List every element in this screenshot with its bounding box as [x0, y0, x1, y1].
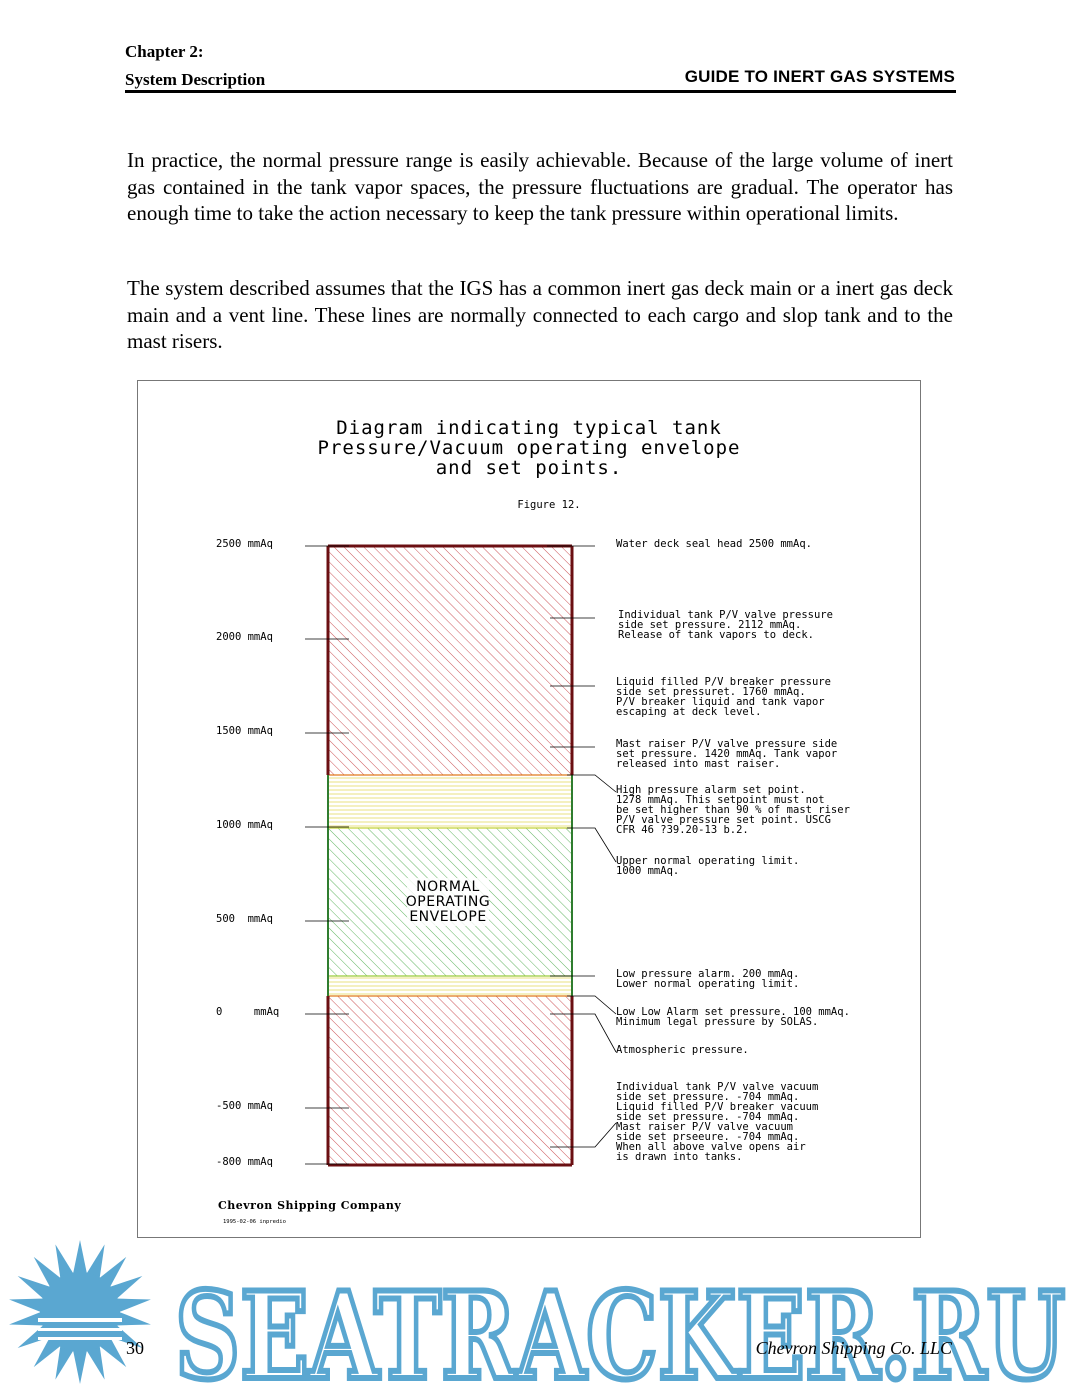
pressure-relief-zone [328, 546, 572, 775]
annotation-water-seal: Water deck seal head 2500 mmAq. [616, 538, 812, 550]
annotation-low-alarm-2: Lower normal operating limit. [616, 978, 800, 990]
annotation-vacuum-5: Mast raiser P/V valve vacuum [616, 1121, 794, 1133]
annotation-high-alarm-3: be set higher than 90 % of mast riser [616, 804, 850, 816]
guide-title: GUIDE TO INERT GAS SYSTEMS [684, 67, 955, 86]
annotation-vacuum-3: Liquid filled P/V breaker vacuum [616, 1101, 819, 1113]
annotation-vacuum-4: side set pressure. -704 mmAq. [616, 1111, 800, 1123]
axis-label-0: 0 mmAq [216, 1006, 280, 1018]
watermark-text: SEATRACKER.RU [175, 1266, 1065, 1397]
annotation-upper-limit-1: Upper normal operating limit. [616, 855, 800, 867]
figure-title-line-2: Pressure/Vacuum operating envelope [317, 437, 741, 459]
paragraph-1: In practice, the normal pressure range is easily achievable. Because of the large volume of inert gas contained in the tank vapor spaces, the pressure fluctuations are gradual. The operator has enough time to take the action necessary to keep the tank pressure within operational limits. [127, 148, 953, 225]
figure-company: Chevron Shipping Company [218, 1199, 402, 1212]
footer-company: Chevron Shipping Co. LLC [755, 1338, 952, 1358]
paragraph-2: The system described assumes that the IGS has a common inert gas deck main or a inert gas deck main and a vent line. These lines are normally connected to each cargo and slop tank and to the mast risers. [127, 276, 953, 353]
annotations [547, 538, 850, 1163]
envelope-label-1: NORMAL [416, 879, 480, 895]
figure-title-line-1: Diagram indicating typical tank [336, 417, 722, 439]
header-rule [125, 90, 956, 93]
page-number: 30 [126, 1338, 144, 1358]
axis-label-2000: 2000 mmAq [216, 631, 273, 643]
annotation-vacuum-1: Individual tank P/V valve vacuum [616, 1081, 819, 1093]
annotation-low-low-2: Minimum legal pressure by SOLAS. [616, 1016, 819, 1028]
annotation-upper-limit-2: 1000 mmAq. [616, 865, 680, 877]
watermark [0, 1240, 1080, 1397]
axis-label-1000: 1000 mmAq [216, 819, 273, 831]
axis-label-minus-500: -500 mmAq [216, 1100, 273, 1112]
annotation-low-alarm-1: Low pressure alarm. 200 mmAq. [616, 968, 800, 980]
annotation-tank-pv-2: side set pressure. 2112 mmAq. [618, 619, 802, 631]
annotation-tank-pv-1: Individual tank P/V valve pressure [618, 609, 833, 621]
high-alarm-zone [328, 775, 572, 828]
axis-label-2500: 2500 mmAq [216, 538, 273, 550]
figure-caption: Figure 12. [517, 499, 581, 511]
annotation-liquid-breaker-3: P/V breaker liquid and tank vapor [616, 696, 825, 708]
section-label: System Description [125, 70, 266, 89]
figure-date: 1995-02-06 inpredio [223, 1219, 286, 1225]
annotation-vacuum-7: When all above valve opens air [616, 1141, 806, 1153]
annotation-liquid-breaker-1: Liquid filled P/V breaker pressure [616, 676, 831, 688]
annotation-liquid-breaker-2: side set pressuret. 1760 mmAq. [616, 686, 806, 698]
axis-label-500: 500 mmAq [216, 913, 273, 925]
vacuum-relief-zone [328, 996, 572, 1165]
low-alarm-zone [328, 976, 572, 996]
axis-label-1500: 1500 mmAq [216, 725, 273, 737]
annotation-high-alarm-1: High pressure alarm set point. [616, 784, 806, 796]
axis-label-minus-800: -800 mmAq [216, 1156, 273, 1168]
annotation-high-alarm-2: 1278 mmAq. This setpoint must not [616, 794, 825, 806]
annotation-atmospheric: Atmospheric pressure. [616, 1044, 749, 1056]
annotation-high-alarm-5: CFR 46 ?39.20-13 b.2. [616, 824, 749, 836]
envelope-label-2: OPERATING [405, 894, 491, 910]
pressure-envelope-diagram [137, 380, 921, 1238]
annotation-vacuum-8: is drawn into tanks. [616, 1151, 743, 1163]
annotation-high-alarm-4: P/V valve pressure set point. USCG [616, 814, 831, 826]
annotation-vacuum-6: side set prseeure. -704 mmAq. [616, 1131, 800, 1143]
annotation-mast-riser-2: set pressure. 1420 mmAq. Tank vapor [616, 748, 838, 760]
annotation-mast-riser-3: released into mast raiser. [616, 758, 781, 770]
chapter-label: Chapter 2: [125, 42, 204, 61]
annotation-vacuum-2: side set pressure. -704 mmAq. [616, 1091, 800, 1103]
annotation-liquid-breaker-4: escaping at deck level. [616, 706, 762, 718]
sun-logo-icon [8, 1240, 152, 1384]
annotation-low-low-1: Low Low Alarm set pressure. 100 mmAq. [616, 1006, 850, 1018]
annotation-mast-riser-1: Mast raiser P/V valve pressure side [616, 738, 838, 750]
annotation-tank-pv-3: Release of tank vapors to deck. [618, 629, 814, 641]
envelope-label-3: ENVELOPE [409, 909, 487, 925]
figure-title-line-3: and set points. [435, 457, 623, 479]
